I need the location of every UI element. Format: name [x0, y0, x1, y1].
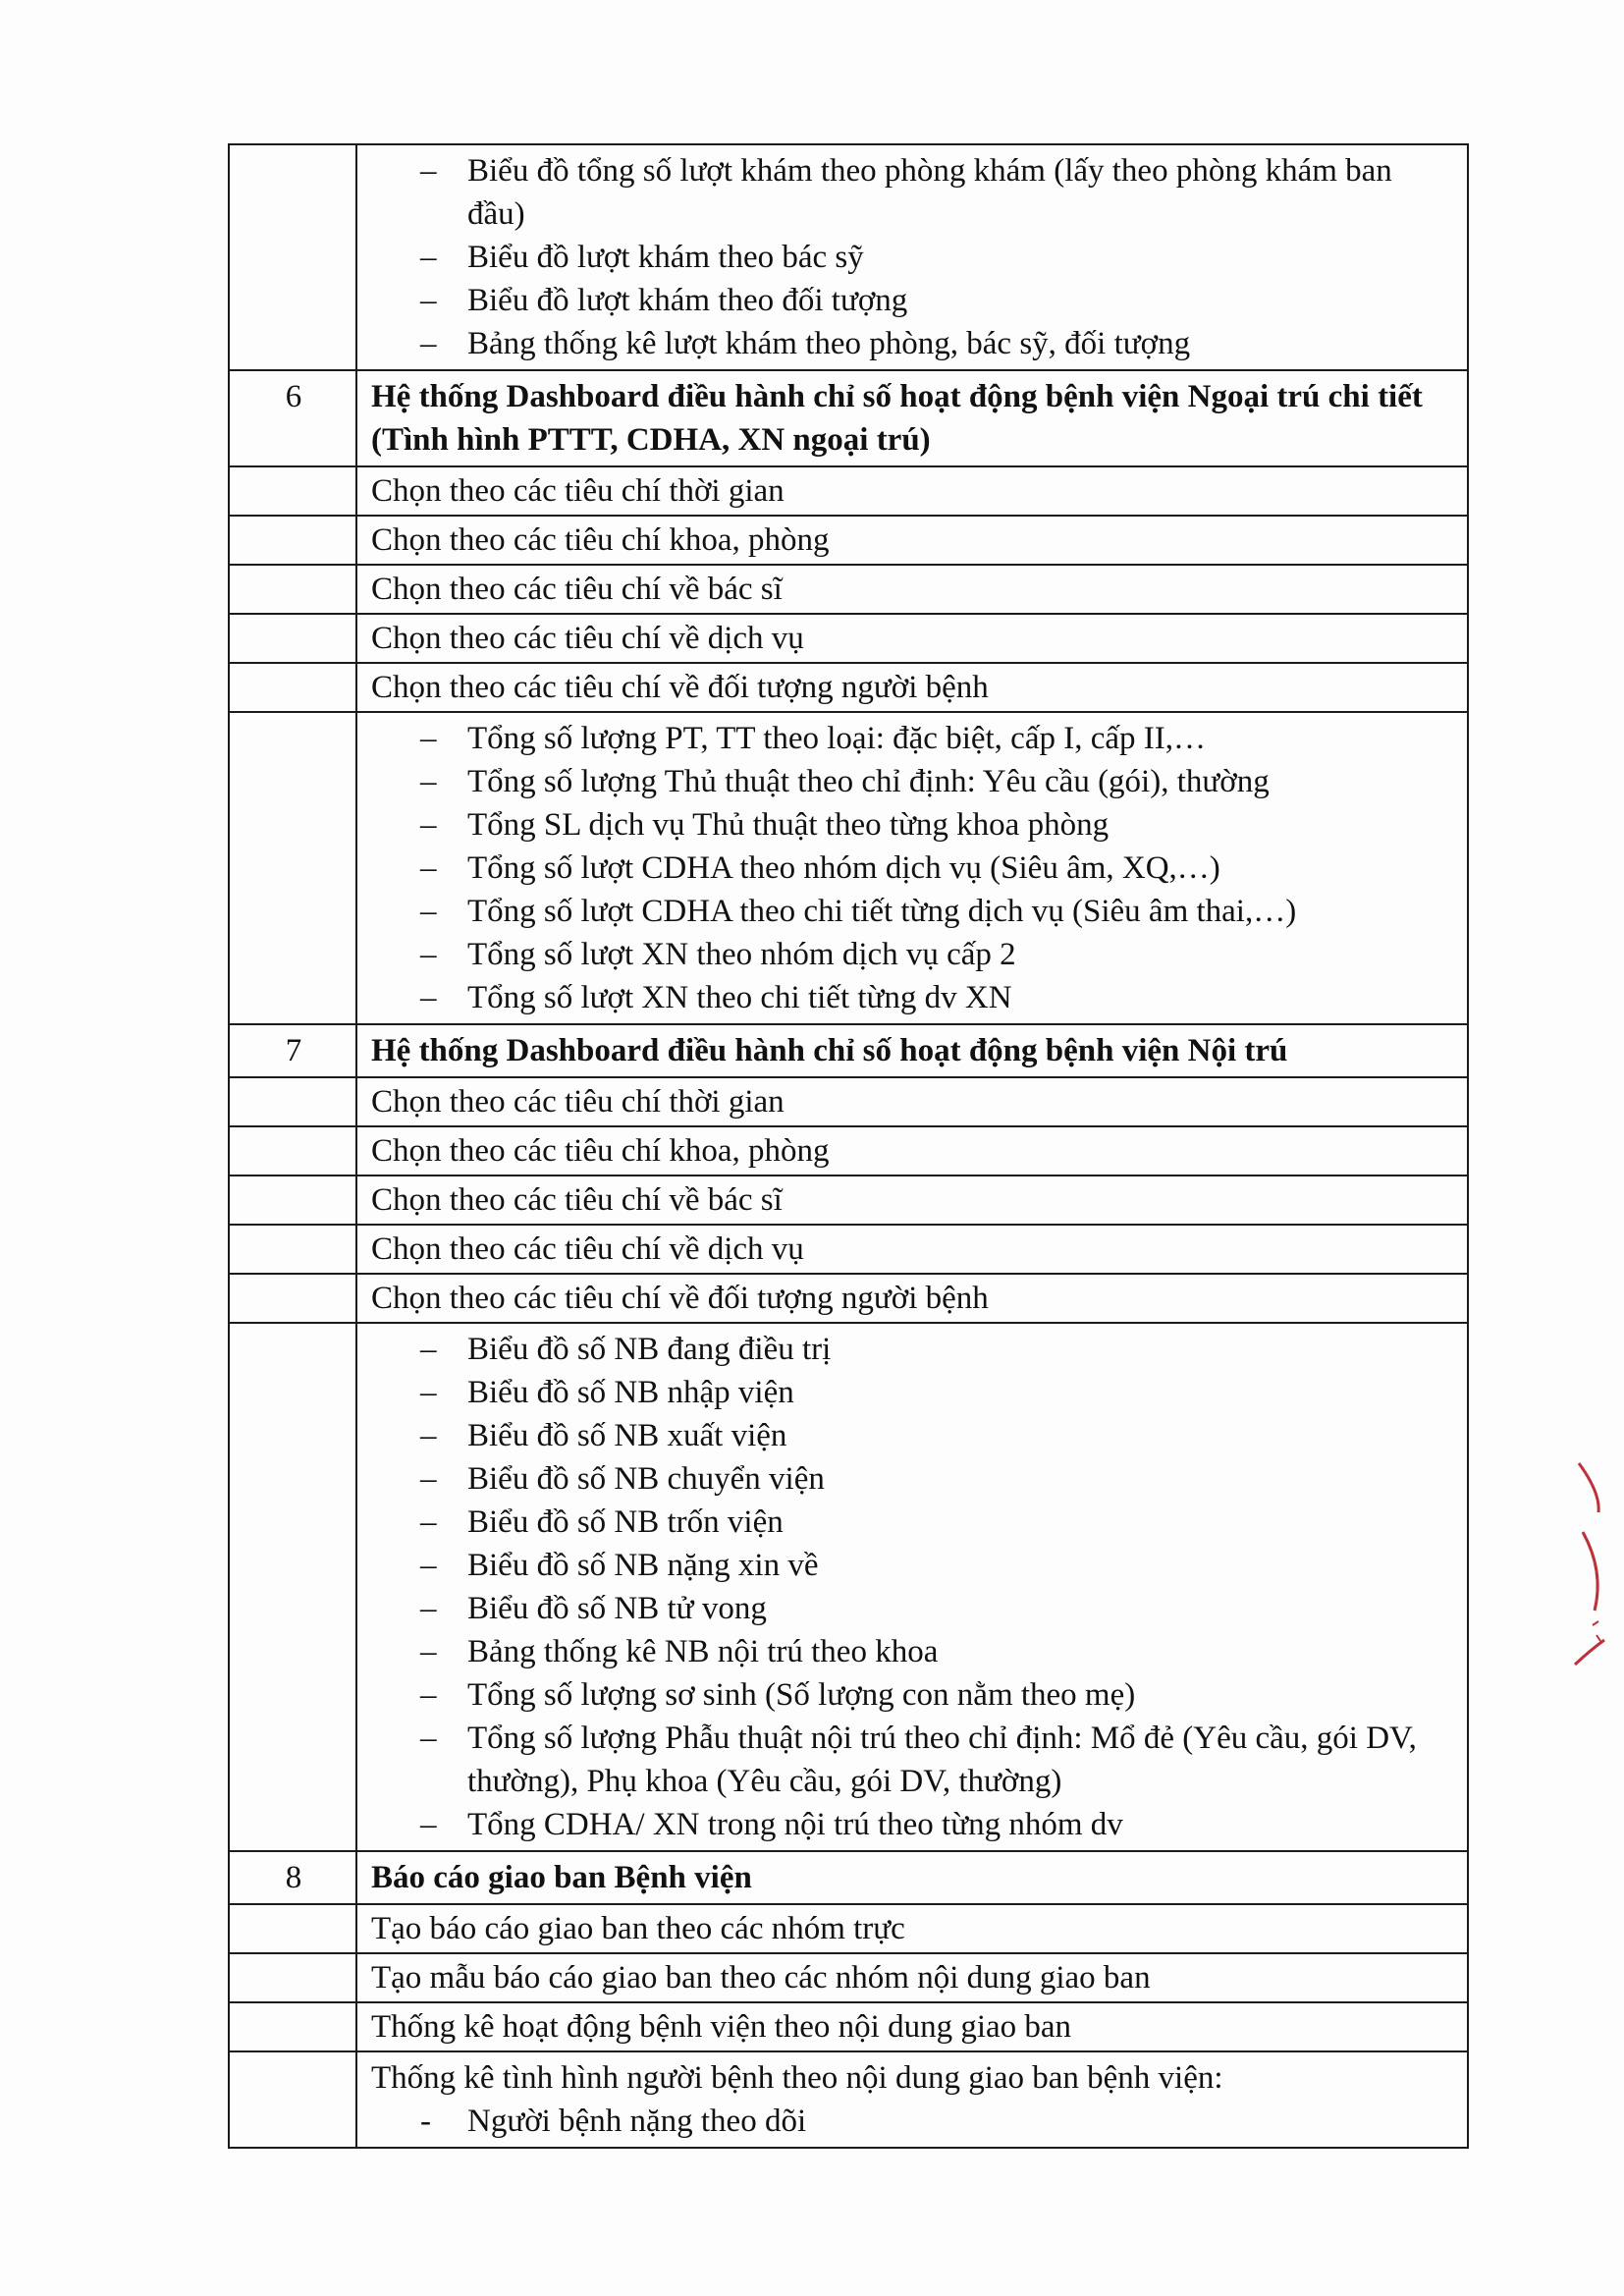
table-row: [229, 1024, 1468, 1077]
content-cell: [356, 144, 1468, 370]
table-row: [229, 1851, 1468, 1904]
table-row: [229, 1126, 1468, 1175]
list-item-text: Tổng số lượt XN theo nhóm dịch vụ cấp 2: [467, 937, 1016, 972]
list-item-text: Biểu đồ số NB xuất viện: [467, 1418, 787, 1453]
row-number-cell: 8: [229, 1851, 356, 1904]
dash-bullet-icon: –: [420, 980, 437, 1015]
list-item: [420, 1328, 1455, 1371]
table-row: [229, 466, 1468, 516]
list-item-text: Tổng CDHA/ XN trong nội trú theo từng nhóm dv: [467, 1807, 1123, 1842]
table-row: [229, 1225, 1468, 1274]
requirements-table: [228, 143, 1469, 2149]
list-item: [420, 149, 1455, 236]
dash-bullet-icon: –: [420, 764, 437, 799]
row-number-cell: [229, 712, 356, 1024]
list-item: [420, 1673, 1455, 1717]
content-text: Thống kê tình hình người bệnh theo nội dung giao ban bệnh viện:: [371, 2060, 1223, 2096]
requirements-table-body: [229, 144, 1468, 2148]
list-item: [420, 1803, 1455, 1846]
table-row: [229, 144, 1468, 370]
list-item: [420, 1371, 1455, 1414]
list-item: [420, 760, 1455, 803]
list-item: [420, 976, 1455, 1019]
red-stamp-edge: [1571, 1453, 1610, 1679]
dash-bullet-icon: –: [420, 937, 437, 972]
list-item-text: Người bệnh nặng theo dõi: [467, 2104, 807, 2139]
dash-bullet-icon: –: [420, 1634, 437, 1669]
row-number-cell: [229, 614, 356, 663]
content-cell: [356, 712, 1468, 1024]
section-heading-cell: Hệ thống Dashboard điều hành chỉ số hoạt động bệnh viện Nội trú: [356, 1024, 1468, 1077]
table-row: [229, 370, 1468, 466]
dash-bullet-icon: –: [420, 807, 437, 843]
row-number-cell: [229, 565, 356, 614]
table-row: [229, 663, 1468, 712]
list-item: [420, 1717, 1455, 1803]
row-number-cell: [229, 1225, 356, 1274]
list-item: [420, 1501, 1455, 1544]
content-cell: [356, 1323, 1468, 1851]
content-cell: Chọn theo các tiêu chí khoa, phòng: [356, 1126, 1468, 1175]
dash-bullet-icon: –: [420, 326, 437, 361]
bullet-list: [371, 717, 1455, 1019]
list-item: [420, 803, 1455, 847]
dash-bullet-icon: –: [420, 153, 437, 189]
bullet-list: [371, 149, 1455, 365]
list-item-text: Bảng thống kê NB nội trú theo khoa: [467, 1634, 939, 1669]
content-cell: Chọn theo các tiêu chí về đối tượng người bệnh: [356, 663, 1468, 712]
table-row: [229, 2051, 1468, 2148]
dash-bullet-icon: –: [420, 283, 437, 318]
row-number-cell: [229, 1274, 356, 1323]
table-row: [229, 1904, 1468, 1953]
list-item: [420, 1414, 1455, 1457]
row-number-cell: [229, 1904, 356, 1953]
list-item-text: Biểu đồ tổng số lượt khám theo phòng khám (lấy theo phòng khám ban đầu): [467, 153, 1392, 232]
list-item-text: Bảng thống kê lượt khám theo phòng, bác sỹ, đối tượng: [467, 326, 1191, 361]
list-item-text: Tổng số lượng sơ sinh (Số lượng con nằm theo mẹ): [467, 1677, 1136, 1713]
table-row: [229, 2002, 1468, 2051]
list-item-text: Biểu đồ lượt khám theo bác sỹ: [467, 240, 864, 275]
dash-bullet-icon: -: [420, 2104, 431, 2139]
row-number-cell: [229, 516, 356, 565]
dash-bullet-icon: –: [420, 240, 437, 275]
table-row: [229, 1274, 1468, 1323]
dash-bullet-icon: –: [420, 1677, 437, 1713]
table-row: [229, 1323, 1468, 1851]
list-item-text: Tổng số lượt XN theo chi tiết từng dv XN: [467, 980, 1012, 1015]
content-cell: Chọn theo các tiêu chí về bác sĩ: [356, 1175, 1468, 1225]
section-heading-cell: Hệ thống Dashboard điều hành chỉ số hoạt động bệnh viện Ngoại trú chi tiết (Tình hình PTTT, CDHA, XN ngoại trú): [356, 370, 1468, 466]
dash-bullet-icon: –: [420, 1461, 437, 1497]
content-cell: Tạo báo cáo giao ban theo các nhóm trực: [356, 1904, 1468, 1953]
content-cell: Thống kê hoạt động bệnh viện theo nội dung giao ban: [356, 2002, 1468, 2051]
list-item-text: Tổng số lượt CDHA theo chi tiết từng dịch vụ (Siêu âm thai,…): [467, 894, 1297, 929]
dash-bullet-icon: –: [420, 1375, 437, 1410]
row-number-cell: [229, 1323, 356, 1851]
list-item: [420, 890, 1455, 933]
list-item-text: Tổng số lượng PT, TT theo loại: đặc biệt, cấp I, cấp II,…: [467, 721, 1206, 756]
content-cell: Chọn theo các tiêu chí về bác sĩ: [356, 565, 1468, 614]
content-cell: Chọn theo các tiêu chí về dịch vụ: [356, 614, 1468, 663]
list-item-text: Biểu đồ số NB chuyển viện: [467, 1461, 825, 1497]
list-item-text: Tổng số lượt CDHA theo nhóm dịch vụ (Siêu âm, XQ,…): [467, 850, 1220, 886]
row-number-cell: [229, 1077, 356, 1126]
list-item: [420, 2100, 1455, 2143]
table-row: [229, 614, 1468, 663]
bullet-list: [371, 2100, 1455, 2143]
row-number-cell: [229, 2051, 356, 2148]
list-item-text: Tổng SL dịch vụ Thủ thuật theo từng khoa phòng: [467, 807, 1110, 843]
content-cell: Chọn theo các tiêu chí khoa, phòng: [356, 516, 1468, 565]
dash-bullet-icon: –: [420, 1332, 437, 1367]
content-cell: Chọn theo các tiêu chí thời gian: [356, 466, 1468, 516]
list-item-text: Biểu đồ số NB đang điều trị: [467, 1332, 832, 1367]
row-number-cell: [229, 144, 356, 370]
list-item: [420, 1630, 1455, 1673]
content-cell: Chọn theo các tiêu chí về đối tượng người bệnh: [356, 1274, 1468, 1323]
dash-bullet-icon: –: [420, 1418, 437, 1453]
section-heading-cell: Báo cáo giao ban Bệnh viện: [356, 1851, 1468, 1904]
dash-bullet-icon: –: [420, 721, 437, 756]
dash-bullet-icon: –: [420, 894, 437, 929]
list-item: [420, 322, 1455, 365]
list-item: [420, 279, 1455, 322]
content-cell: Chọn theo các tiêu chí về dịch vụ: [356, 1225, 1468, 1274]
list-item-text: Biểu đồ số NB nặng xin về: [467, 1548, 819, 1583]
row-number-cell: [229, 1175, 356, 1225]
list-item: [420, 1457, 1455, 1501]
row-number-cell: [229, 1126, 356, 1175]
row-number-cell: 6: [229, 370, 356, 466]
dash-bullet-icon: –: [420, 850, 437, 886]
table-row: [229, 1175, 1468, 1225]
dash-bullet-icon: –: [420, 1807, 437, 1842]
list-item-text: Biểu đồ số NB tử vong: [467, 1591, 767, 1626]
table-row: [229, 516, 1468, 565]
list-item: [420, 717, 1455, 760]
list-item-text: Biểu đồ lượt khám theo đối tượng: [467, 283, 908, 318]
table-row: [229, 1077, 1468, 1126]
list-item: [420, 1544, 1455, 1587]
dash-bullet-icon: –: [420, 1504, 437, 1540]
table-row: [229, 565, 1468, 614]
bullet-list: [371, 1328, 1455, 1846]
list-item-text: Biểu đồ số NB nhập viện: [467, 1375, 794, 1410]
content-cell: Chọn theo các tiêu chí thời gian: [356, 1077, 1468, 1126]
list-item-text: Biểu đồ số NB trốn viện: [467, 1504, 784, 1540]
row-number-cell: [229, 663, 356, 712]
list-item-text: Tổng số lượng Phẫu thuật nội trú theo chỉ định: Mổ đẻ (Yêu cầu, gói DV, thường), Phụ khoa (Yêu cầu, gói DV, thường): [467, 1721, 1417, 1799]
list-item-text: Tổng số lượng Thủ thuật theo chỉ định: Yêu cầu (gói), thường: [467, 764, 1270, 799]
dash-bullet-icon: –: [420, 1721, 437, 1756]
list-item: [420, 933, 1455, 976]
list-item: [420, 847, 1455, 890]
content-cell: [356, 2051, 1468, 2148]
list-item: [420, 1587, 1455, 1630]
row-number-cell: [229, 2002, 356, 2051]
content-cell: Tạo mẫu báo cáo giao ban theo các nhóm nội dung giao ban: [356, 1953, 1468, 2002]
row-number-cell: [229, 466, 356, 516]
list-item: [420, 236, 1455, 279]
table-row: [229, 712, 1468, 1024]
row-number-cell: 7: [229, 1024, 356, 1077]
dash-bullet-icon: –: [420, 1548, 437, 1583]
dash-bullet-icon: –: [420, 1591, 437, 1626]
row-number-cell: [229, 1953, 356, 2002]
table-row: [229, 1953, 1468, 2002]
